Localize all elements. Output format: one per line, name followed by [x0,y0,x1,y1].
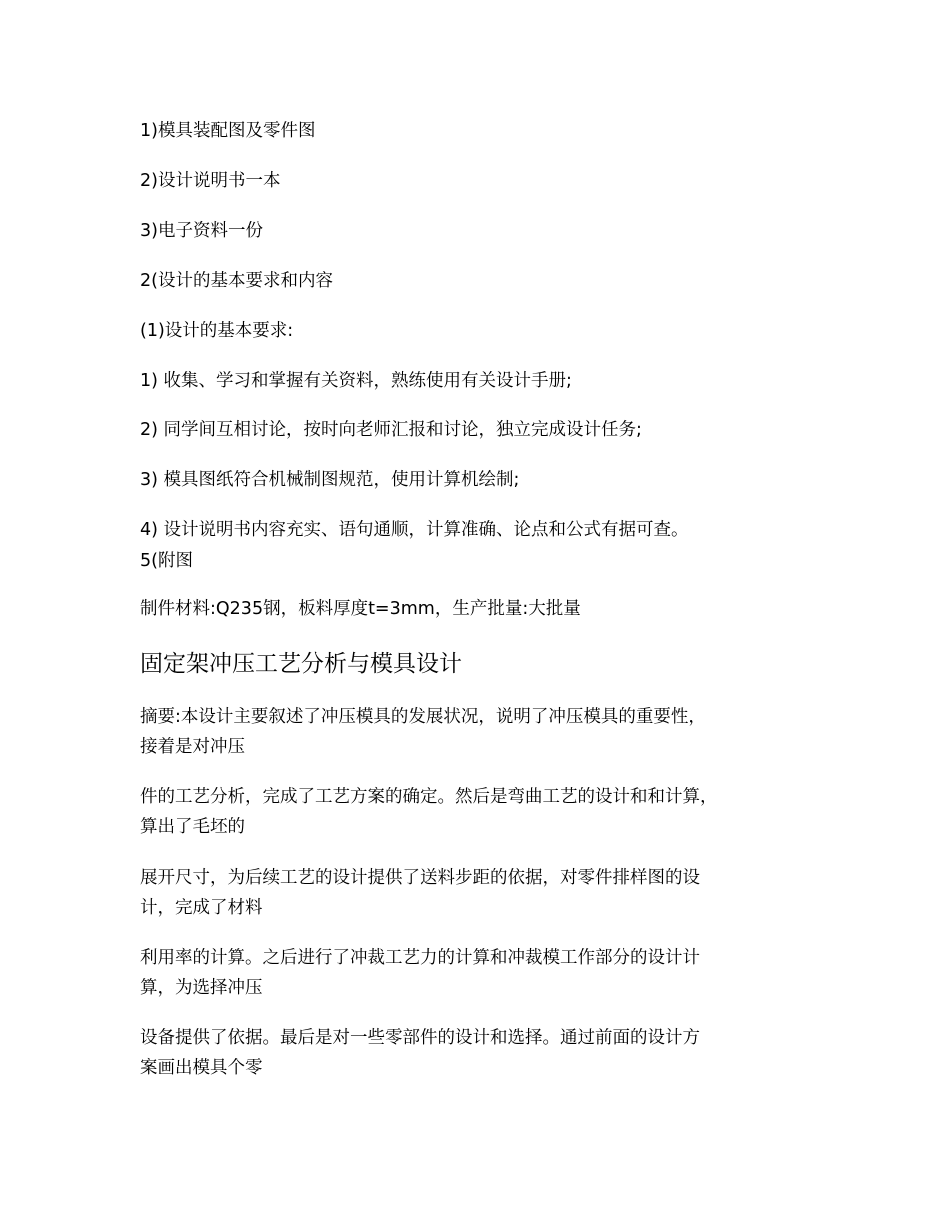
abstract-line: 件的工艺分析，完成了工艺方案的确定。然后是弯曲工艺的设计和和计算， [140,787,718,807]
deliverable-item: 2)设计说明书一本 [140,171,281,191]
abstract-line: 接着是对冲压 [140,737,245,757]
subsection-heading: (1)设计的基本要求: [140,321,294,341]
abstract-line: 算，为选择冲压 [140,978,263,998]
abstract-line: 摘要:本设计主要叙述了冲压模具的发展状况，说明了冲压模具的重要性， [140,707,706,727]
abstract-line: 算出了毛坯的 [140,817,245,837]
requirement-item: 2) 同学间互相讨论，按时向老师汇报和讨论，独立完成设计任务; [140,420,642,440]
abstract-line: 案画出模具个零 [140,1058,263,1078]
requirement-item: 1) 收集、学习和掌握有关资料，熟练使用有关设计手册; [140,371,572,391]
abstract-line: 展开尺寸，为后续工艺的设计提供了送料步距的依据，对零件排样图的设 [140,868,700,888]
material-spec: 制件材料:Q235钢，板料厚度t=3mm，生产批量:大批量 [140,599,581,619]
deliverable-item: 3)电子资料一份 [140,221,263,241]
section-heading: 2(设计的基本要求和内容 [140,271,333,291]
section-heading: 5(附图 [140,551,193,571]
abstract-line: 计，完成了材料 [140,898,263,918]
abstract-line: 利用率的计算。之后进行了冲裁工艺力的计算和冲裁模工作部分的设计计 [140,948,700,968]
abstract-line: 设备提供了依据。最后是对一些零部件的设计和选择。通过前面的设计方 [140,1028,700,1048]
requirement-item: 3) 模具图纸符合机械制图规范，使用计算机绘制; [140,470,520,490]
paper-title: 固定架冲压工艺分析与模具设计 [140,651,462,677]
deliverable-item: 1)模具装配图及零件图 [140,121,316,141]
requirement-item: 4) 设计说明书内容充实、语句通顺，计算准确、论点和公式有据可查。 [140,520,689,540]
